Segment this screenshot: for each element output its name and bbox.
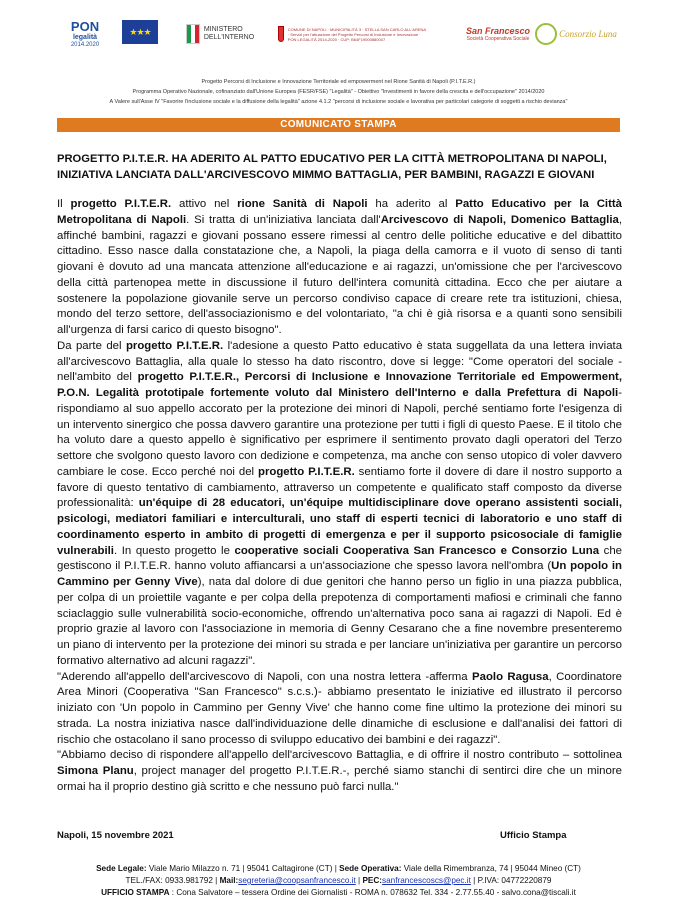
footer-line-2 [30, 875, 647, 886]
text-run: sentiamo forte il dovere di dare il nostro supporto a favore di questo tentativo di cambiamento, attraverso un competente e qualificato staff composto da diverse professionalità: [57, 465, 622, 510]
pec-link[interactable]: sanfrancescoscs@pec.it [382, 876, 471, 885]
comune-label: COMUNE DI NAPOLI · MUNICIPALITÀ 3 · STELLA SAN CARLO ALL'ARENA · Servizi per l'attuazione del Progetto Percorsi di Inclusione e Innovazione · PON LEGALITÀ 2014-2020 · CUP: B64F19000880007 [287, 26, 426, 42]
text-run: l'adesione a questo Patto educativo è stata suggellata da una lettera inviata all'arcivescovo Battaglia, alla quale lo stesso ha dato riscontro, dove si legge: "Come operatori del sociale - nell'ambito del [57, 339, 623, 384]
text-run: ha aderito al [367, 198, 456, 210]
footer-label: Sede Operativa: [339, 864, 402, 873]
bold-run: progetto P.I.T.E.R. [70, 198, 172, 210]
text-run: attivo nel [171, 198, 238, 210]
text-run: . In questo progetto le [113, 544, 235, 557]
paragraph-2 [57, 339, 622, 670]
paragraph-4 [57, 748, 622, 795]
bold-run: progetto P.I.T.E.R., Percorsi di Inclusione e Innovazione Territoriale ed Empowerment, P.O.N. Legalità prototipale fortemente voluto dal Ministero dell'Interno e dalla Prefettura di Napoli [57, 371, 623, 399]
document-title: PROGETTO P.I.T.E.R. HA ADERITO AL PATTO EDUCATIVO PER LA CITTÀ METROPOLITANA DI NAPOLI, INIZIATIVA LANCIATA DALL'ARCIVESCOVO MIMMO BATTAGLIA, PER BAMBINI, RAGAZZI E GIOVANI [57, 153, 607, 181]
bold-run: progetto P.I.T.E.R. [125, 339, 224, 352]
text-run: . Si tratta di un'iniziativa lanciata dall' [186, 213, 381, 226]
ministero-interno-logo [185, 14, 255, 54]
text-run: , affinché bambini, ragazzi e giovani possano essere rimessi al centro delle politiche educative e del dibattito cittadino. Esso nasce dalla constatazione che, a Napoli, la piaga della camorra e il vuoto di senso di tanti giovani è dovuto ad una mancata attenzione all'educazione e ai ragazzi, un'omissione che per l'arcivescovo della città partenopea mette in discussione il futuro dell'intera comunità cittadina. Ecco che per aiutare a sostenere la popolazione giovanile serve un percorso condiviso capace di creare rete tra istituzioni, chiesa, mondo del terzo settore, dell'associazionismo e del volontariato, "a chi è già risorsa e a quanti sono sensibili all'urgenza di farsi carico di questo bisogno". [57, 213, 622, 336]
header-line-1: Progetto Percorsi di Inclusione e Innovazione Territoriale ed empowerment nel Rione Sanità di Napoli (P.I.T.E.R.) [201, 79, 476, 85]
bold-run: Simona Planu [57, 765, 134, 777]
comune-napoli-logo [278, 14, 428, 54]
footer-text: | P.IVA: 04772220879 [470, 876, 552, 885]
article-body [57, 197, 622, 796]
san-francesco-logo [463, 14, 533, 54]
text-run: Il [57, 198, 71, 210]
footer-label: UFFICIO STAMPA [101, 888, 170, 897]
bold-run: un'équipe di 28 educatori, un'équipe multidisciplinare dove operano assistenti sociali, psicologi, mediatori familiari e interculturali, uno staff di esperti tecnici di laboratorio e uno staff di coordinamento esperto in ambito di progetti di emergenza e per il supporto psicosociale di famiglie vulnerabili [57, 497, 623, 557]
consorzio-luna-logo [535, 14, 617, 54]
bold-run: Arcivescovo di Napoli, Domenico Battaglia [380, 213, 619, 226]
luna-label: Consorzio Luna [559, 29, 617, 39]
pon-mark: PON [70, 19, 100, 34]
footer-label: Sede Legale: [96, 864, 147, 873]
footer-line-1 [30, 863, 647, 874]
footer-text: TEL./FAX: 0933.981792 | [125, 876, 220, 885]
pon-legalita-logo [60, 14, 110, 54]
bold-run: Patto Educativo per la Città Metropolitana di Napoli [57, 198, 623, 226]
eu-flag-logo [122, 20, 158, 44]
text-run: "Aderendo all'appello dell'arcivescovo di Napoli, con una nostra lettera -afferma [57, 670, 473, 683]
ministero-label: MINISTERO DELL'INTERNO [203, 26, 255, 41]
date-line: Napoli, 15 novembre 2021 [57, 830, 174, 841]
paragraph-3 [57, 670, 622, 749]
bold-run: rione Sanità di Napoli [237, 198, 368, 210]
bold-run: Un popolo in Cammino per Genny Vive [57, 560, 623, 588]
footer-text: | [355, 876, 363, 885]
footer-text: Viale Mario Milazzo n. 71 | 95041 Caltagirone (CT) | [146, 864, 340, 873]
san-francesco-label: San Francesco [465, 26, 531, 36]
logo-bar [60, 14, 620, 54]
press-release-band: COMUNICATO STAMPA [57, 118, 620, 132]
text-run: , Coordinatore Area Minori (Cooperativa "San Francesco" s.c.s.)- abbiamo presentato le iniziative ed illustrato il percorso iniziato con 'Un popolo in Cammino per Genny Vive' che hanno come fine ultimo la protezione dei minori su strada. La nostra iniziativa nasce dall'individuazione delle dinamiche di esclusione e dall'analisi dei fattori di rischio che ostacolano il sano processo di sviluppo educativo dei bambini e dei ragazzi". [57, 670, 622, 746]
eu-stars-icon: ★★★ [129, 26, 151, 37]
header-line-2: Programma Operativo Nazionale, cofinanziato dall'Unione Europea (FESR/FSE) "Legalità" - Obiettivo "Investimenti in favore della crescita e dell'occupazione" 2014/2020 [132, 89, 545, 95]
footer-text: : Cona Salvatore – tessera Ordine dei Giornalisti - ROMA n. 078632 Tel. 334 - 2.77.55.40 - salvo.cona@tiscali.it [169, 888, 576, 897]
footer-label: PEC: [362, 876, 383, 885]
text-run: Da parte del [57, 339, 126, 352]
footer-line-3 [30, 887, 647, 898]
text-run: - rispondiamo al suo appello accorato per la protezione dei minori di Napoli, perché sentiamo forte l'esigenza di un intervento sinergico che possa davvero garantire una protezione per tutti i figli di questo Paese. E il titolo che ha voluto dare a questo appello è significativo per esprimere il sentimento provato dagli operatori del Terzo settore che svolgono questo lavoro con dedizione e competenza, ma anche con senso utopico di voler davvero cambiare le cose. Ecco perché noi del [57, 387, 622, 478]
bold-run: progetto P.I.T.E.R. [258, 465, 355, 478]
napoli-crest-icon [278, 26, 284, 42]
pon-sub: legalità [72, 34, 98, 41]
italian-flag-icon [186, 24, 200, 44]
bold-run: cooperative sociali Cooperativa San Francesco e Consorzio Luna [234, 544, 600, 557]
moon-icon [535, 23, 557, 45]
email-link[interactable]: segreteria@coopsanfrancesco.it [238, 876, 356, 885]
text-run: , project manager del progetto P.I.T.E.R.-, perché siamo stanchi di sentirci dire che un minore ormai ha il proprio destino già scritto e che nessuno può farci nulla." [57, 765, 622, 793]
text-run: "Abbiamo deciso di rispondere all'appello dell'arcivescovo Battaglia, e di offrire il nostro contributo – sottolinea [57, 749, 622, 762]
text-run: ), nata dal dolore di due genitori che hanno perso un figlio in una piazza pubblica, per colpa di un proiettile vagante e per colpa della prepotenza di comportamenti mafiosi e criminali che fanno sciaclaggio sulle vulnerabilità socio-economiche, offrendo un'alternativa poco sana ai ragazzi di Napoli. Ed è proprio grazie al lavoro con l'associazione in memoria di Genny Cesarano che a fine novembre presenteremo un piano di intervento per la protezione dei minori su strada e per lanciare un'iniziativa per garantire un percorso formativo alternativo ad alcuni ragazzi". [57, 576, 622, 667]
text-run: che gestiscono il P.I.T.E.R. hanno voluto affiancarsi a un'associazione che spesso lavora nell'ombra ( [57, 544, 622, 573]
bold-run: Paolo Ragusa [472, 670, 549, 683]
pon-year: 2014.2020 [70, 42, 100, 48]
footer-text: Viale della Rimembranza, 74 | 95044 Mineo (CT) [401, 864, 581, 873]
paragraph-1 [57, 197, 622, 339]
san-francesco-sub: Società Cooperativa Sociale [466, 36, 530, 42]
footer-label: Mail: [219, 876, 239, 885]
press-office-line: Ufficio Stampa [500, 830, 567, 841]
header-line-3: A Valere sull'Asse IV "Favorire l'inclusione sociale e la diffusione della legalità" azione 4.1.2 "percorsi di inclusione sociale e lavorativa per particolari categorie di soggetti a rischio devianza" [109, 99, 568, 105]
